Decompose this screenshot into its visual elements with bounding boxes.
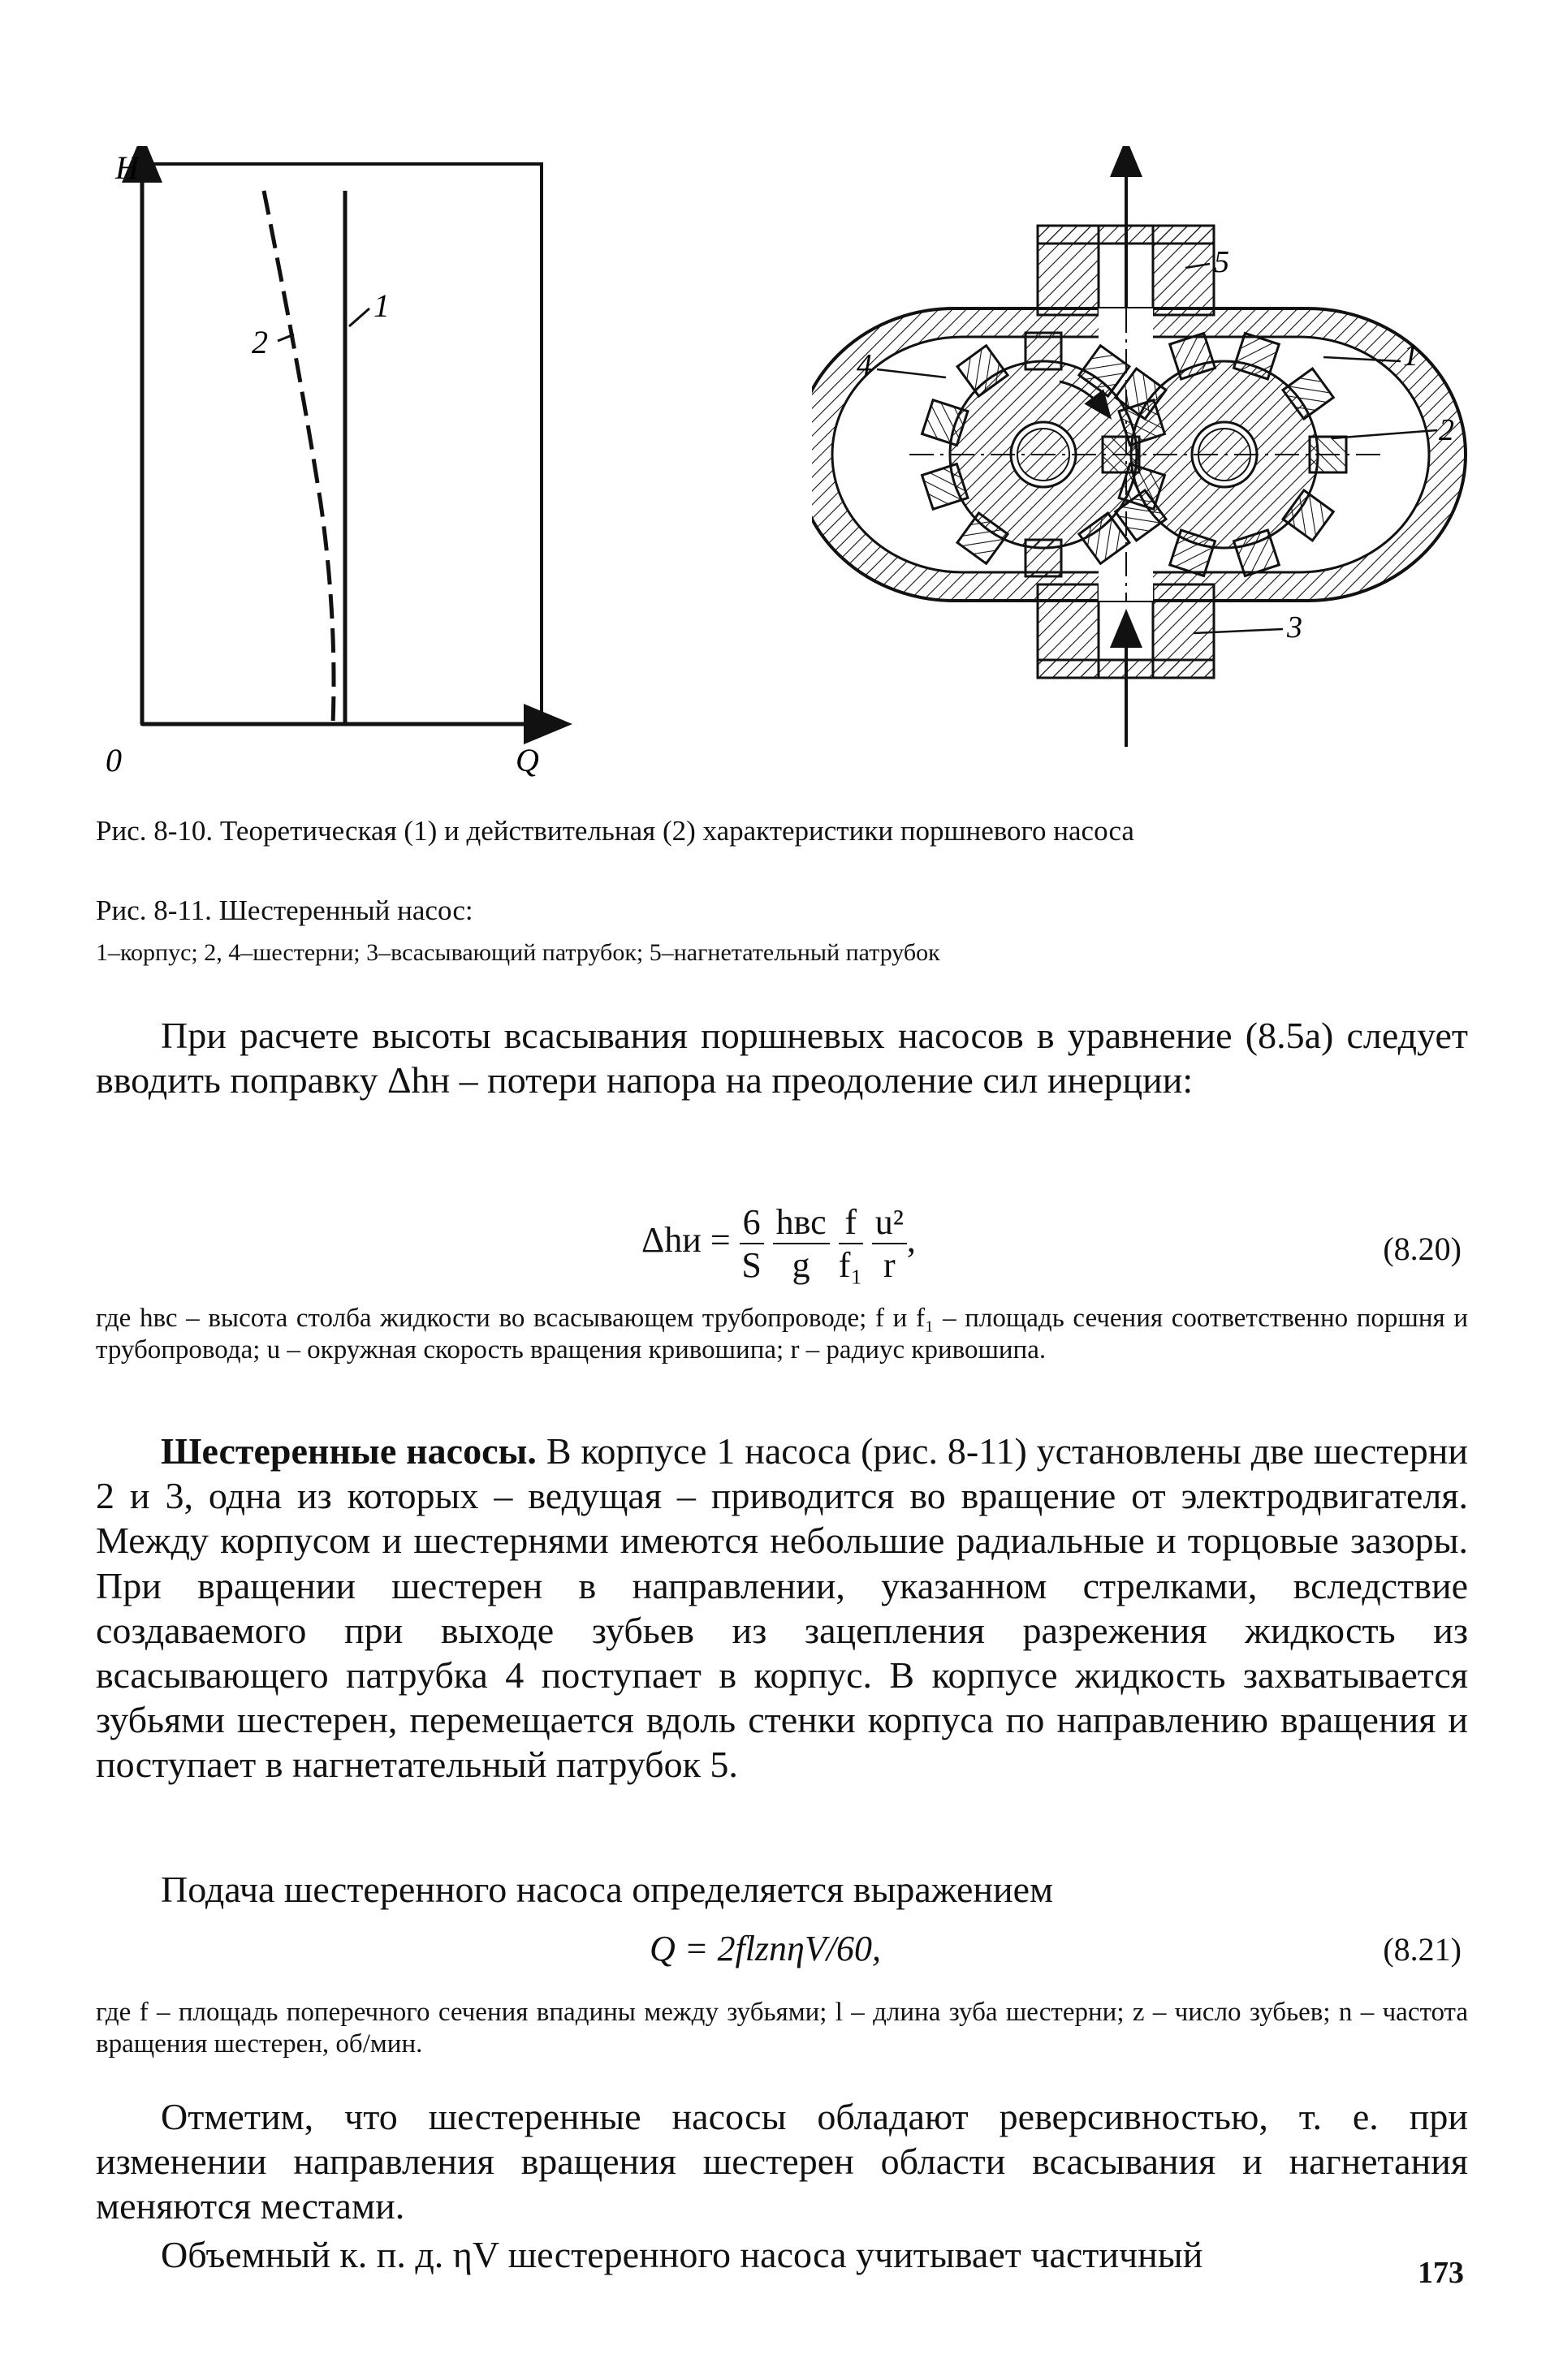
- where-block-1: [96, 1303, 1468, 1366]
- eq1-frac-3: $\frac{f}{\text{f₁}}$: [838, 1202, 863, 1285]
- caption-fig-8-11-legend: 1–корпус; 2, 4–шестерни; 3–всасывающий патрубок; 5–нагнетательный патрубок: [96, 939, 940, 966]
- paragraph-5-text: Объемный к. п. д. ηV шестеренного насоса учитывает частичный: [161, 2234, 1203, 2275]
- eq1-frac-4: $\frac{\text{u²}}{r}$: [872, 1201, 907, 1286]
- caption-fig-8-11: Рис. 8-11. Шестеренный насос:: [96, 895, 473, 926]
- where-block-2: [96, 1997, 1468, 2060]
- paragraph-1-text: При расчете высоты всасывания поршневых насосов в уравнение (8.5а) следует вводить поправку Δhн – потери напора на преодоление сил инерции:: [96, 1015, 1468, 1102]
- paragraph-5: [96, 2232, 1468, 2277]
- figure-8-10: [106, 146, 576, 779]
- label-5: 5: [1214, 245, 1229, 279]
- curve-2-actual: [264, 191, 334, 724]
- curve-2-label: 2: [252, 324, 268, 360]
- figure-8-11: [812, 146, 1478, 747]
- equation-8-21: Q = 2flznηV/60,: [650, 1929, 881, 1968]
- paragraph-4-text: Отметим, что шестеренные насосы обладают реверсивностью, т. е. при изменении направления вращения шестерен области всасывания и нагнетания меняются местами.: [96, 2096, 1468, 2227]
- label-4: 4: [857, 348, 872, 382]
- equation-8-20-number: (8.20): [1383, 1231, 1462, 1267]
- label-1: 1: [1403, 338, 1418, 373]
- eq1-frac-2: $\frac{\text{hвс}}{g}$: [773, 1201, 830, 1286]
- paragraph-3: [96, 1867, 1468, 1912]
- page-number: 173: [1418, 2256, 1464, 2290]
- paragraph-3-text: Подача шестеренного насоса определяется выражением: [161, 1869, 1054, 1910]
- paragraph-2: [96, 1429, 1468, 1787]
- where-block-2-text: где f – площадь поперечного сечения впадины между зубьями; l – длина зуба шестерни; z – число зубьев; n – частота вращения шестерен, об/мин.: [96, 1998, 1468, 2059]
- paragraph-4: [96, 2094, 1468, 2229]
- eq1-lhs: Δhи =: [641, 1220, 731, 1261]
- paragraph-1: [96, 1013, 1468, 1102]
- caption-fig-8-10: Рис. 8-10. Теоретическая (1) и действительная (2) характеристики поршневого насоса: [96, 815, 1134, 847]
- where-block-1-text: где hвс – высота столба жидкости во всасывающем трубопроводе; f и f₁ – площадь сечения соответственно поршня и трубопровода; u – окружная скорость вращения кривошипа; r – радиус кривошипа.: [96, 1304, 1468, 1365]
- curve-1-label: 1: [373, 287, 390, 324]
- origin-label: 0: [106, 742, 122, 778]
- label-3: 3: [1287, 610, 1302, 645]
- label-2: 2: [1439, 413, 1454, 447]
- plot-frame: [142, 164, 542, 724]
- eq1-frac-1: $\frac{6}{S}$: [740, 1201, 764, 1286]
- paragraph-2-heading: Шестеренные насосы.: [161, 1430, 537, 1472]
- curve-1-leader: [349, 308, 369, 326]
- equation-8-21-number: (8.21): [1383, 1931, 1462, 1968]
- equation-8-20: Δhи = $\frac{6}{S}$ $\frac{\text{hвс}}{g}$ $\frac{f}{\text{f₁}}$ $\frac{\text{u²}}{r}$ ,: [641, 1202, 916, 1285]
- y-axis-label: H: [115, 149, 139, 186]
- x-axis-label: Q: [516, 742, 539, 778]
- paragraph-2-text: В корпусе 1 насоса (рис. 8-11) установлены две шестерни 2 и 3, одна из которых – ведущая – приводится во вращение от электродвигателя. Между корпусом и шестернями имеются небольшие радиальные и торцовые зазоры. При вращении шестерен в направлении, указанном стрелками, вследствие создаваемого при выходе зубьев из зацепления разрежения жидкость из всасывающего патрубка 4 поступает в корпус. В корпусе жидкость захватывается зубьями шестерен, перемещается вдоль стенки корпуса по направлению вращения и поступает в нагнетательный патрубок 5.: [96, 1430, 1469, 1786]
